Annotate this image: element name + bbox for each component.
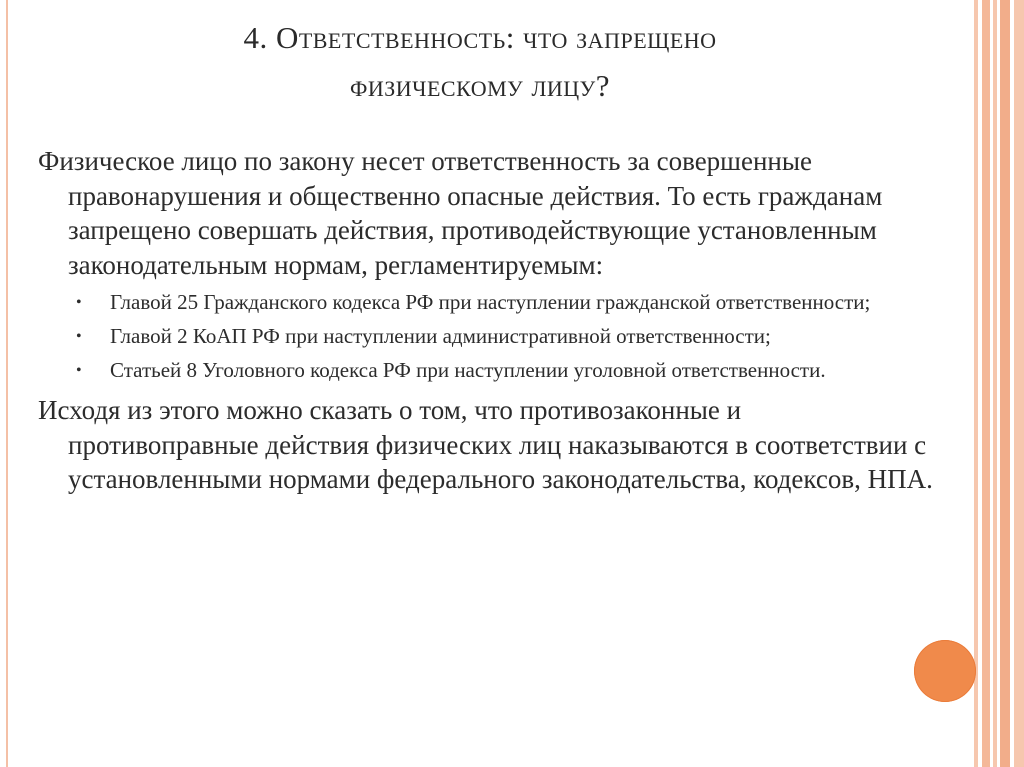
bullet-dot-icon: • [76,328,82,345]
bullet-text: Главой 25 Гражданского кодекса РФ при наступлении гражданской ответственности; [110,290,871,314]
slide-title-line-2: физическому лицу? [349,68,611,103]
bullet-dot-icon: • [76,294,82,311]
bullet-text: Статьей 8 Уголовного кодекса РФ при наступлении уголовной ответственности. [110,358,826,382]
right-stripe-decoration [1014,0,1024,767]
slide-body [38,144,938,497]
right-stripe-decoration [993,0,997,767]
right-stripe-decoration [974,0,978,767]
bullet-item [38,288,938,317]
intro-paragraph: Физическое лицо по закону несет ответственность за совершенные правонарушения и общественно опасные действия. То есть гражданам запрещено совершать действия, противодействующие установленным законодательным нормам, регламентируемым: [38,146,883,280]
orange-circle-decoration [914,640,976,702]
bullet-dot-icon: • [76,362,82,379]
bullet-list [38,288,938,385]
right-stripe-decoration [982,0,990,767]
bullet-text: Главой 2 КоАП РФ при наступлении административной ответственности; [110,324,771,348]
slide-title-line-1: 4. Ответственность: что запрещено [243,20,717,55]
right-stripe-decoration [1000,0,1010,767]
bullet-item [38,322,938,351]
conclusion-paragraph: Исходя из этого можно сказать о том, что противозаконные и противоправные действия физических лиц наказываются в соответствии с установленными нормами федерального законодательства, кодексов, НПА. [38,395,933,494]
left-border-decoration [6,0,8,767]
bullet-item [38,356,938,385]
slide-title [100,14,860,110]
